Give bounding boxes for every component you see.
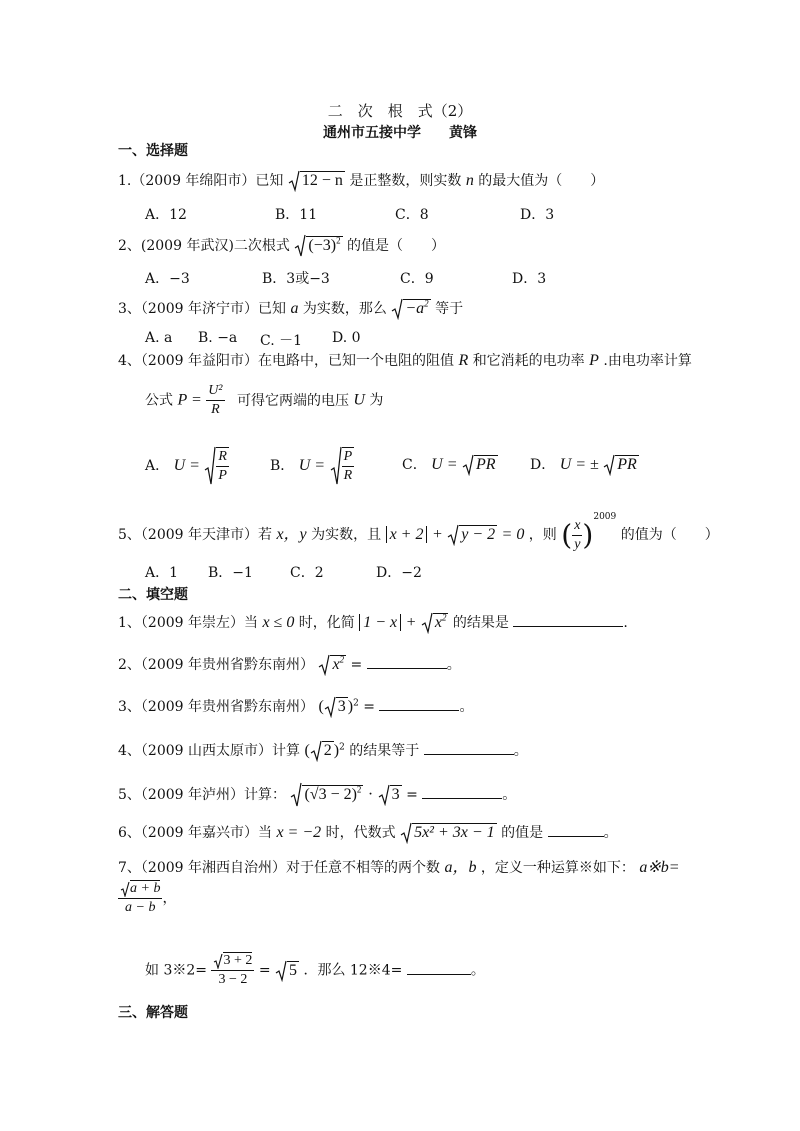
f7-ex-num-wrap	[211, 952, 254, 971]
f7-ex-frac	[211, 952, 254, 989]
sqrt-sign-icon	[120, 881, 130, 897]
q4-var-p: P	[589, 352, 599, 369]
f1-abs: 1 − x	[359, 614, 401, 631]
sqrt-sign-icon	[447, 524, 459, 546]
f7-end: 。	[470, 962, 485, 979]
f1-stem-c: 的结果是	[452, 615, 509, 631]
q5-frac-num: x	[572, 517, 582, 536]
question-3	[118, 298, 463, 320]
q5-frac-den: y	[574, 536, 581, 552]
q4-opt-d-radical	[603, 454, 639, 476]
f2-exponent: 2	[339, 654, 345, 665]
f3-end: 。	[459, 699, 474, 715]
f7-ex-numerator: 3 + 2	[223, 953, 253, 968]
f7-ex-radicand: 5	[289, 961, 297, 979]
q4-opt-d-label: D．	[530, 457, 556, 473]
f6-end: 。	[603, 825, 618, 841]
q2-stem-a: 2、(2009 年武汉)二次根式	[118, 238, 290, 254]
q2-option-a[interactable]: A．−3	[145, 271, 190, 287]
q3-stem-b: 为实数，那么	[302, 301, 387, 317]
sqrt-sign-icon	[310, 740, 322, 762]
q4-option-d[interactable]	[530, 454, 639, 476]
f7-def-frac	[118, 880, 162, 917]
f5-end: 。	[502, 787, 517, 803]
f6-radicand: 5x² + 3x − 1	[414, 824, 495, 841]
q2-option-d[interactable]: D．3	[512, 271, 547, 287]
f7-stem-b: ，定义一种运算※如下：	[480, 860, 635, 876]
q4-opt-a-num: R	[216, 448, 229, 467]
f6-stem-c: 的值是	[501, 825, 544, 841]
sqrt-sign-icon	[324, 696, 336, 718]
q4-opt-d-radicand: PR	[617, 456, 637, 473]
question-5: 5、（2009 年天津市）若 x，y 为实数，且 x + 2 + y − 2 = 0 ，则 ( $\frac{x}{y}$ )$^{2009}$ 的值为（ ）	[118, 512, 719, 552]
q4-option-c[interactable]	[402, 454, 498, 476]
q3-option-a[interactable]: A. a	[145, 330, 173, 346]
q4-var-r: R	[458, 352, 469, 369]
f1-radicand: x	[434, 614, 442, 631]
q4-opt-b-radical	[330, 446, 355, 486]
f1-end: .	[623, 615, 628, 631]
section-fill-heading: 二、填空题	[118, 587, 188, 603]
f7-def-denominator: a − b	[125, 900, 156, 915]
sqrt-sign-icon	[204, 446, 216, 486]
q4-opt-a-radical	[204, 446, 229, 486]
f7-ex-radical	[275, 960, 299, 982]
q1-stem-b: 是正整数，则实数	[349, 173, 462, 189]
sqrt-sign-icon	[462, 454, 474, 476]
q3-radical	[391, 298, 430, 320]
sqrt-sign-icon	[421, 612, 433, 634]
f2-radical	[318, 654, 346, 676]
f5-radicand-1: 3 − 2	[318, 786, 352, 803]
author-line: 通州市五接中学 黄锋	[323, 125, 477, 141]
q2-radicand: (−3)	[308, 237, 337, 254]
q1-stem-c: 的最大值为（ ）	[478, 173, 605, 189]
f7-stem-a: 7、（2009 年湘西自治州）对于任意不相等的两个数	[118, 860, 440, 876]
f7-example-b: ．那么 12※4=	[303, 962, 403, 979]
q4-stem-a: 4、（2009 年益阳市）在电路中，已知一个电阻的阻值	[118, 353, 454, 369]
q1-option-c[interactable]: C．8	[395, 207, 429, 223]
section-choice-heading: 一、选择题	[118, 143, 188, 159]
f7-definition-fraction	[118, 880, 176, 917]
q4-opt-c-radicand: PR	[475, 456, 496, 473]
q4-formula-lhs: P =	[177, 391, 202, 409]
section-answer-heading: 三、解答题	[118, 1005, 188, 1021]
f4-radicand: 2	[323, 742, 332, 759]
q5-exponent: 2009	[593, 512, 617, 522]
q5-radicand: y − 2	[461, 526, 496, 543]
q4-var-u: U	[353, 391, 365, 409]
q4-opt-d-eq: U = ±	[559, 456, 599, 473]
q4-stem-b: 和它消耗的电功率	[472, 353, 585, 369]
q4-opt-b-label: B．	[270, 458, 295, 474]
f3-eq: =	[363, 699, 376, 715]
f7-example	[145, 952, 485, 989]
f2-radicand: x	[332, 656, 340, 673]
f5-radical-outer: $(√3 - 2)^2$	[290, 782, 363, 808]
f6-stem-a: 6、（2009 年嘉兴市）当	[118, 825, 272, 841]
q4-opt-c-label: C．	[402, 457, 427, 473]
q3-option-b[interactable]: B. −a	[198, 330, 238, 346]
q4-option-b[interactable]	[270, 446, 354, 486]
sqrt-sign-icon	[391, 298, 403, 320]
f1-stem-a: 1、（2009 年崇左）当	[118, 615, 258, 631]
q3-exponent: 2	[424, 298, 429, 309]
sqrt-sign-icon	[318, 654, 330, 676]
q4-opt-b-den: R	[343, 468, 353, 483]
f5-exponent: 2	[356, 784, 362, 795]
f3-radical	[324, 696, 348, 718]
sqrt-sign-icon	[330, 446, 342, 486]
q5-stem-b: 为实数，且	[311, 527, 382, 543]
q4-stem-c: .由电功率计算	[603, 353, 692, 369]
sqrt-sign-icon	[603, 454, 615, 476]
f5-radical-2	[378, 784, 402, 806]
fill-question-3: 3、（2009 年贵州省黔东南州） ( 3 )$^2$ = 。	[118, 696, 473, 718]
q2-stem-b: 的值是（ ）	[347, 238, 446, 254]
f5-answer-blank[interactable]	[422, 784, 502, 799]
q4-line2-b: 可得它两端的电压	[236, 392, 349, 409]
question-2	[118, 234, 445, 258]
sqrt-sign-icon	[213, 953, 223, 969]
q2-exponent: 2	[336, 235, 341, 246]
q4-opt-c-radical	[462, 454, 498, 476]
f4-exponent: 2	[339, 742, 345, 753]
fill-question-7	[118, 854, 680, 877]
q4-opt-b-eq: U =	[298, 457, 326, 474]
f5-stem-a: 5、（2009 年泸州）计算：	[118, 787, 286, 803]
f7-ab: a，b	[444, 859, 477, 876]
q5-abs: x + 2	[386, 526, 428, 543]
q4-option-a[interactable]	[145, 446, 229, 486]
f2-end: 。	[446, 657, 461, 673]
q4-formula-fraction	[206, 382, 224, 419]
f3-answer-blank[interactable]	[379, 696, 459, 711]
f1-condition: x ≤ 0	[262, 614, 295, 631]
f1-stem-b: 时，化简	[298, 615, 355, 631]
f7-ex-denominator: 3 − 2	[218, 972, 248, 987]
q5-stem-a: 5、（2009 年天津市）若	[118, 527, 272, 543]
q3-option-c[interactable]: C. －1	[260, 333, 303, 349]
q3-stem-a: 3、（2009 年济宁市）已知	[118, 301, 286, 317]
q4-opt-a-label: A．	[145, 458, 170, 474]
q1-var: n	[465, 172, 474, 189]
f2-stem-a: 2、（2009 年贵州省黔东南州）	[118, 657, 314, 673]
f7-ex-eq: =	[258, 962, 271, 979]
question-1	[118, 170, 604, 192]
f4-radical	[310, 740, 334, 762]
f7-example-a: 如 3※2=	[145, 962, 207, 979]
q4-formula-numerator: U²	[206, 382, 224, 401]
sqrt-sign-icon	[294, 234, 306, 258]
f2-answer-blank[interactable]	[367, 654, 447, 669]
f7-answer-blank[interactable]	[407, 960, 471, 975]
fill-question-4: 4、（2009 山西太原市）计算 ( 2 )$^2$ 的结果等于 。	[118, 740, 528, 762]
q4-line2-a: 公式	[145, 392, 173, 409]
q3-radicand: −a	[405, 300, 425, 317]
f7-def-end: ，	[162, 890, 177, 907]
sqrt-sign-icon	[378, 784, 390, 806]
q4-opt-a-den: P	[218, 468, 227, 483]
q5-option-a[interactable]: A．1	[145, 565, 179, 581]
f6-answer-blank[interactable]	[548, 822, 604, 837]
q1-option-a[interactable]: A．12	[145, 207, 187, 223]
f6-condition: x = −2	[276, 824, 322, 841]
f7-def-numerator: a + b	[130, 881, 161, 896]
q5-radical	[447, 524, 497, 546]
q5-fraction	[572, 517, 582, 554]
fill-question-5: 5、（2009 年泸州）计算： $(√3 - 2)^2 \cdot 3$ = 。	[118, 782, 516, 808]
q4-opt-a-eq: U =	[173, 457, 200, 474]
sqrt-sign-icon	[400, 822, 412, 844]
q4-formula-line	[145, 382, 383, 419]
f6-stem-b: 时，代数式	[325, 825, 396, 841]
f1-exponent: 2	[441, 612, 447, 623]
f4-answer-blank[interactable]	[424, 740, 514, 755]
q1-stem-a: 1.（2009 年绵阳市）已知	[118, 173, 284, 189]
f7-def-num-wrap	[118, 880, 162, 899]
q1-option-d[interactable]: D．3	[520, 207, 555, 223]
page-title: 二 次 根 式（2）	[327, 102, 473, 120]
sqrt-sign-icon	[290, 782, 302, 808]
q3-stem-c: 等于	[435, 301, 464, 317]
f3-radicand: 3	[337, 698, 346, 715]
q5-stem-c: ，则	[528, 527, 557, 543]
q2-option-b[interactable]: B．3或−3	[262, 271, 330, 287]
f1-radical	[421, 612, 449, 634]
f7-def: a※b=	[639, 859, 680, 876]
f3-stem-a: 3、（2009 年贵州省黔东南州）	[118, 699, 314, 715]
q1-radicand: 12 − n	[301, 172, 343, 189]
q1-radical	[288, 170, 345, 192]
f4-stem-a: 4、（2009 山西太原市）计算	[118, 743, 300, 759]
fill-question-6	[118, 822, 618, 844]
q4-line2-c: 为	[369, 392, 384, 409]
q5-option-c[interactable]: C．2	[290, 565, 324, 581]
f6-radical	[400, 822, 497, 844]
question-4	[118, 350, 692, 370]
q4-opt-b-num: P	[342, 448, 355, 467]
f4-end: 。	[513, 743, 528, 759]
q2-option-c[interactable]: C．9	[400, 271, 434, 287]
q5-eq: = 0	[501, 526, 525, 543]
q5-option-d[interactable]: D．−2	[376, 565, 422, 581]
fill-question-2	[118, 654, 461, 676]
q2-radical	[294, 234, 342, 258]
f2-eq: =	[350, 657, 363, 673]
q1-option-b[interactable]: B．11	[275, 207, 318, 223]
f5-eq: =	[406, 787, 418, 803]
q3-option-d[interactable]: D. 0	[332, 330, 361, 346]
q5-stem-d: 的值为（ ）	[620, 527, 719, 543]
q4-opt-c-eq: U =	[431, 456, 458, 473]
q5-option-b[interactable]: B．−1	[208, 565, 253, 581]
q3-var: a	[290, 300, 299, 317]
q4-formula-denominator: R	[211, 402, 220, 417]
f1-answer-blank[interactable]	[513, 612, 623, 627]
f4-stem-b: 的结果等于	[349, 743, 420, 759]
sqrt-sign-icon	[275, 960, 287, 982]
q5-vars: x，y	[276, 526, 307, 543]
fill-question-1: 1、（2009 年崇左）当 x ≤ 0 时，化简 $1 - x + x^2$ 的结果是 .	[118, 612, 628, 634]
sqrt-sign-icon	[288, 170, 300, 192]
f3-exponent: 2	[353, 698, 359, 709]
f5-radicand-2: 3	[391, 786, 400, 803]
